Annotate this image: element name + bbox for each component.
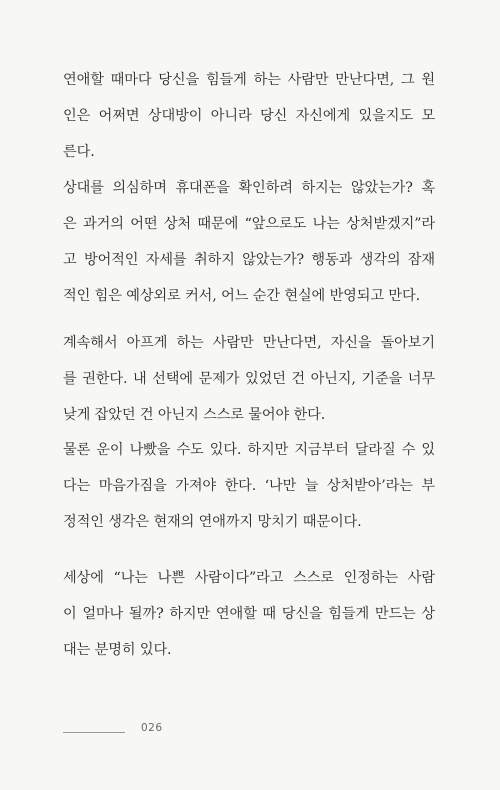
text-line: 정적인 생각은 현재의 연애까지 망치기 때문이다. (63, 514, 362, 530)
paragraph-5 (63, 560, 435, 668)
paragraph-1 (63, 62, 435, 170)
text-line: 세상에 “나는 나쁜 사람이다”라고 스스로 인정하는 사람 (63, 570, 435, 586)
text-line: 인은 어쩌면 상대방이 아니라 당신 자신에게 있을지도 모 (63, 108, 435, 124)
text-line: 대는 분명히 있다. (63, 642, 172, 658)
text-line: 물론 운이 나빴을 수도 있다. 하지만 지금부터 달라질 수 있 (63, 442, 435, 458)
text-line: 다는 마음가짐을 가져야 한다. ‘나만 늘 상처받아’라는 부 (63, 478, 435, 494)
text-line: 낮게 잡았던 건 아닌지 스스로 물어야 한다. (63, 407, 326, 423)
text-line: 계속해서 아프게 하는 사람만 만난다면, 자신을 돌아보기 (63, 335, 435, 351)
paragraph-4 (63, 432, 435, 540)
text-line: 른다. (63, 144, 95, 160)
text-line: 은 과거의 어떤 상처 때문에 “앞으로도 나는 상처받겠지”라 (63, 216, 435, 232)
text-line: 연애할 때마다 당신을 힘들게 하는 사람만 만난다면, 그 원 (63, 72, 435, 88)
text-line: 이 얼마나 될까? 하지만 연애할 때 당신을 힘들게 만드는 상 (63, 606, 435, 622)
footer-rule (63, 732, 125, 733)
text-line: 고 방어적인 자세를 취하지 않았는가? 행동과 생각의 잠재 (63, 252, 435, 268)
paragraph-2 (63, 170, 435, 314)
page-number: 026 (141, 722, 163, 734)
text-line: 적인 힘은 예상외로 커서, 어느 순간 현실에 반영되고 만다. (63, 288, 421, 304)
text-line: 상대를 의심하며 휴대폰을 확인하려 하지는 않았는가? 혹 (63, 180, 435, 196)
text-line: 를 권한다. 내 선택에 문제가 있었던 건 아닌지, 기준을 너무 (63, 371, 435, 387)
paragraph-3 (63, 325, 435, 433)
